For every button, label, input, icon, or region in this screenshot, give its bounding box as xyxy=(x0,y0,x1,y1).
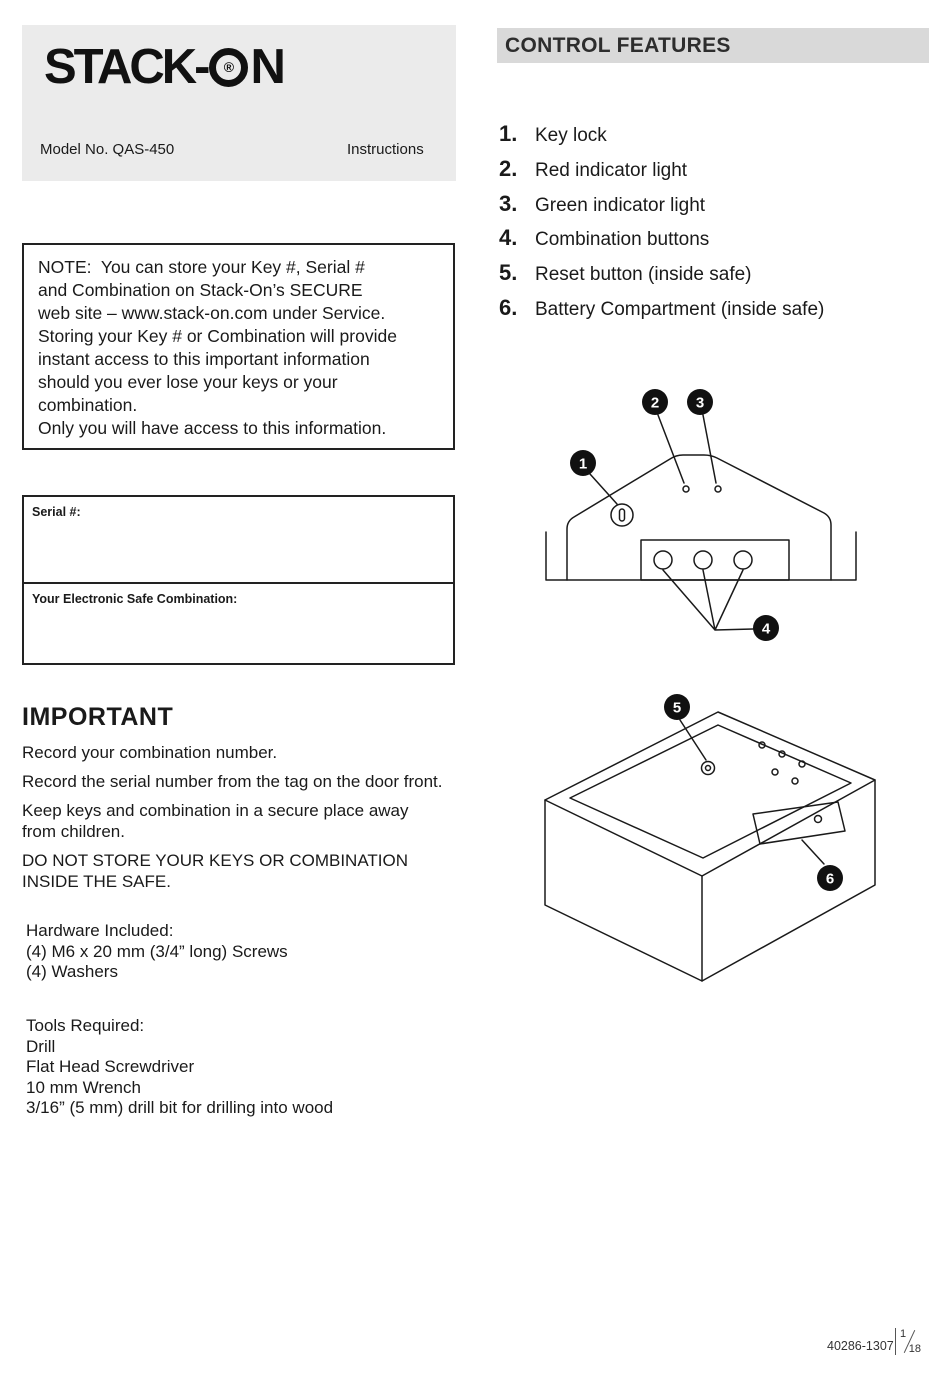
mounting-hole xyxy=(772,769,778,775)
key-slot-icon xyxy=(620,509,625,521)
hardware-included-block xyxy=(26,921,288,983)
safe-control-panel-diagram xyxy=(500,382,930,662)
control-panel-outline xyxy=(567,455,831,580)
safe-opening-outline xyxy=(570,725,851,858)
combination-field xyxy=(24,584,453,614)
brand-header-box xyxy=(22,25,456,181)
item-number: 6. xyxy=(499,294,518,320)
item-number: 1. xyxy=(499,121,518,146)
leader-line-5 xyxy=(680,720,706,760)
key-lock-icon xyxy=(611,504,633,526)
page-indicator xyxy=(895,1328,923,1355)
important-paragraphs xyxy=(22,742,467,900)
list-item xyxy=(499,156,932,191)
control-features-heading: CONTROL FEATURES xyxy=(497,28,929,63)
record-box xyxy=(22,495,455,665)
list-item xyxy=(499,295,932,330)
tools-line: Tools Required: xyxy=(26,1016,145,1035)
item-label: Key lock xyxy=(535,125,607,146)
list-item xyxy=(499,225,932,260)
hardware-line: (4) M6 x 20 mm (3/4” long) Screws xyxy=(26,941,288,961)
mounting-hole xyxy=(792,778,798,784)
stack-on-logo xyxy=(44,39,283,95)
tools-line: 3/16” (5 mm) drill bit for drilling into wood xyxy=(26,1098,334,1117)
hardware-line: Hardware Included: xyxy=(26,921,174,940)
item-number: 2. xyxy=(499,155,518,181)
safe-top-edge xyxy=(546,532,856,580)
control-features-list xyxy=(499,121,932,330)
list-item xyxy=(499,260,932,295)
callout-number-1: 1 xyxy=(578,455,588,473)
note-box xyxy=(22,243,455,450)
red-indicator-light-icon xyxy=(683,486,689,492)
leader-line-6 xyxy=(802,840,824,864)
model-number: Model No. QAS-450 xyxy=(40,141,175,158)
registered-trademark-icon: ® xyxy=(223,59,235,75)
serial-number-field xyxy=(24,497,453,584)
tools-line: Drill xyxy=(26,1036,56,1056)
paragraph: Keep keys and combination in a secure place away from children. xyxy=(22,801,409,841)
leader-line-3 xyxy=(703,415,716,483)
list-item xyxy=(499,121,932,156)
leader-line-2 xyxy=(658,415,684,483)
item-number: 4. xyxy=(499,225,518,251)
logo-o-ring xyxy=(209,48,248,87)
note-text: NOTE: You can store your Key #, Serial # and Combination on Stack-On’s SECURE web site – www.stack-on.com under Service. Storing your Key # or Combination will provide instant access to this important information should you ever lose your keys or your combination. Only you will have access to this information. xyxy=(38,257,397,438)
item-number: 5. xyxy=(499,260,518,286)
button-panel-outline xyxy=(641,540,789,580)
tools-line: 10 mm Wrench xyxy=(26,1077,141,1097)
callout-number-2: 2 xyxy=(650,394,660,412)
page-current: 1 xyxy=(900,1328,907,1340)
logo-text-prefix: STACK- xyxy=(44,40,208,94)
combination-button-icon xyxy=(694,551,712,569)
item-label: Battery Compartment (inside safe) xyxy=(535,298,825,320)
tools-line: Flat Head Screwdriver xyxy=(26,1057,195,1076)
instructions-label: Instructions xyxy=(347,141,424,158)
green-indicator-light-icon xyxy=(715,486,721,492)
reset-button-center xyxy=(706,766,711,771)
paragraph: Record the serial number from the tag on the door front. xyxy=(22,772,443,791)
callout-number-4: 4 xyxy=(761,620,771,638)
reset-button-icon xyxy=(702,762,715,775)
document-number: 40286-1307 xyxy=(827,1339,894,1353)
combination-label: Your Electronic Safe Combination: xyxy=(32,592,238,606)
item-label: Reset button (inside safe) xyxy=(535,264,752,286)
hardware-line: (4) Washers xyxy=(26,962,118,981)
leader-line-4 xyxy=(663,570,753,630)
safe-interior-diagram xyxy=(530,688,930,1008)
callout-number-6: 6 xyxy=(825,870,835,888)
battery-compartment-screw xyxy=(815,816,822,823)
page-total: 18 xyxy=(908,1343,921,1355)
safe-top-rim-outline xyxy=(545,712,875,876)
paragraph: DO NOT STORE YOUR KEYS OR COMBINATION INSIDE THE SAFE. xyxy=(22,851,409,891)
tools-required-block xyxy=(26,1016,333,1119)
callout-number-5: 5 xyxy=(672,699,682,717)
combination-button-icon xyxy=(734,551,752,569)
serial-label: Serial #: xyxy=(32,505,81,519)
callout-number-3: 3 xyxy=(695,394,705,412)
combination-button-icon xyxy=(654,551,672,569)
item-label: Red indicator light xyxy=(535,159,688,181)
important-heading: IMPORTANT xyxy=(22,703,174,731)
list-item xyxy=(499,191,932,226)
paragraph: Record your combination number. xyxy=(22,743,278,762)
item-label: Combination buttons xyxy=(535,229,710,251)
logo-text-suffix: N xyxy=(250,40,283,94)
item-label: Green indicator light xyxy=(535,194,706,216)
item-number: 3. xyxy=(499,190,518,216)
